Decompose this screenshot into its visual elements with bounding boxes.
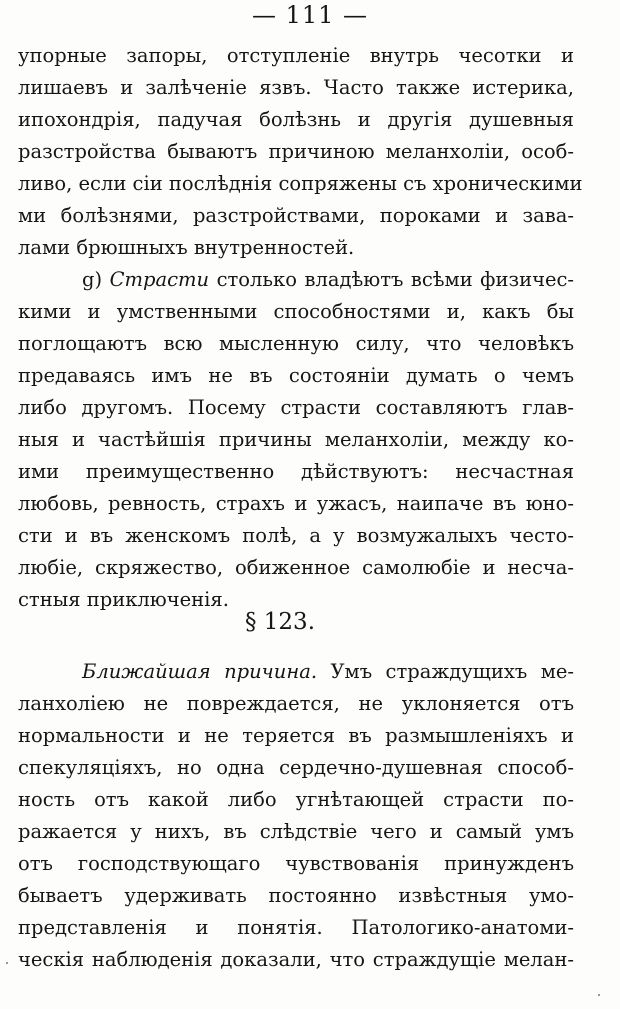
italic-term: Ближайшая причина. bbox=[82, 660, 318, 683]
paragraph-first-line bbox=[18, 656, 574, 688]
text-line: любовь, ревность, страхъ и ужасъ, наипаче въ юно- bbox=[18, 492, 574, 515]
text-line: ныя и частѣйшія причины меланхоліи, между ко- bbox=[18, 428, 574, 451]
text-line: упорные запоры, отступленіе внутрь чесотки и bbox=[18, 44, 574, 67]
text-span: столько владѣютъ всѣми физичес- bbox=[216, 268, 575, 291]
text-line: ми болѣзнями, разстройствами, пороками и зава- bbox=[18, 204, 574, 227]
text-line: стныя приключенія. bbox=[18, 588, 229, 611]
italic-term: Страсти bbox=[109, 268, 210, 291]
list-marker: g) bbox=[82, 268, 103, 291]
text-line: ипохондрія, падучая болѣзнь и другія душевныя bbox=[18, 108, 574, 131]
text-line: ланхоліею не повреждается, не уклоняется отъ bbox=[18, 692, 574, 715]
text-line: ливо, если сіи послѣднія сопряжены съ хроническими bbox=[18, 172, 583, 195]
paper-speck bbox=[598, 994, 600, 996]
text-line: ражается у нихъ, въ слѣдствіе чего и самый умъ bbox=[18, 820, 574, 843]
page-number: — 111 — bbox=[251, 1, 369, 29]
paragraph-first-line bbox=[18, 264, 574, 296]
text-line: лишаевъ и залѣченіе язвъ. Часто также истерика, bbox=[18, 76, 574, 99]
text-line: представленія и понятія. Патологико-анатоми- bbox=[18, 916, 574, 939]
paper-speck bbox=[6, 962, 8, 964]
text-line: предаваясь имъ не въ состояніи думать о чемъ bbox=[18, 364, 574, 387]
text-line: отъ господствующаго чувствованія принужденъ bbox=[18, 852, 574, 875]
text-line: кими и умственными способностями и, какъ бы bbox=[18, 300, 574, 323]
text-line: сти и въ женскомъ полѣ, а у возмужалыхъ често- bbox=[18, 524, 574, 547]
text-line: лами брюшныхъ внутренностей. bbox=[18, 236, 355, 259]
text-line: спекуляціяхъ, но одна сердечно-душевная способ- bbox=[18, 756, 574, 779]
text-line: либо другомъ. Посему страсти составляютъ глав- bbox=[18, 396, 574, 419]
text-line: нормальности и не теряется въ размышленіяхъ и bbox=[18, 724, 574, 747]
text-line: бываетъ удерживать постоянно извѣстныя умо- bbox=[18, 884, 574, 907]
text-span: Умъ страждущихъ ме- bbox=[330, 660, 575, 683]
text-line: ческія наблюденія доказали, что страждущіе мелан- bbox=[18, 948, 574, 971]
text-line: ими преимущественно дѣйствуютъ: несчастная bbox=[18, 460, 574, 483]
text-line: ность отъ какой либо угнѣтающей страсти по- bbox=[18, 788, 574, 811]
section-heading: § 123. bbox=[244, 609, 316, 635]
text-line: разстройства бываютъ причиною меланхоліи, особ- bbox=[18, 140, 574, 163]
text-line: любіе, скряжество, обиженное самолюбіе и несча- bbox=[18, 556, 574, 579]
text-line: поглощаютъ всю мысленную силу, что человѣкъ bbox=[18, 332, 574, 355]
